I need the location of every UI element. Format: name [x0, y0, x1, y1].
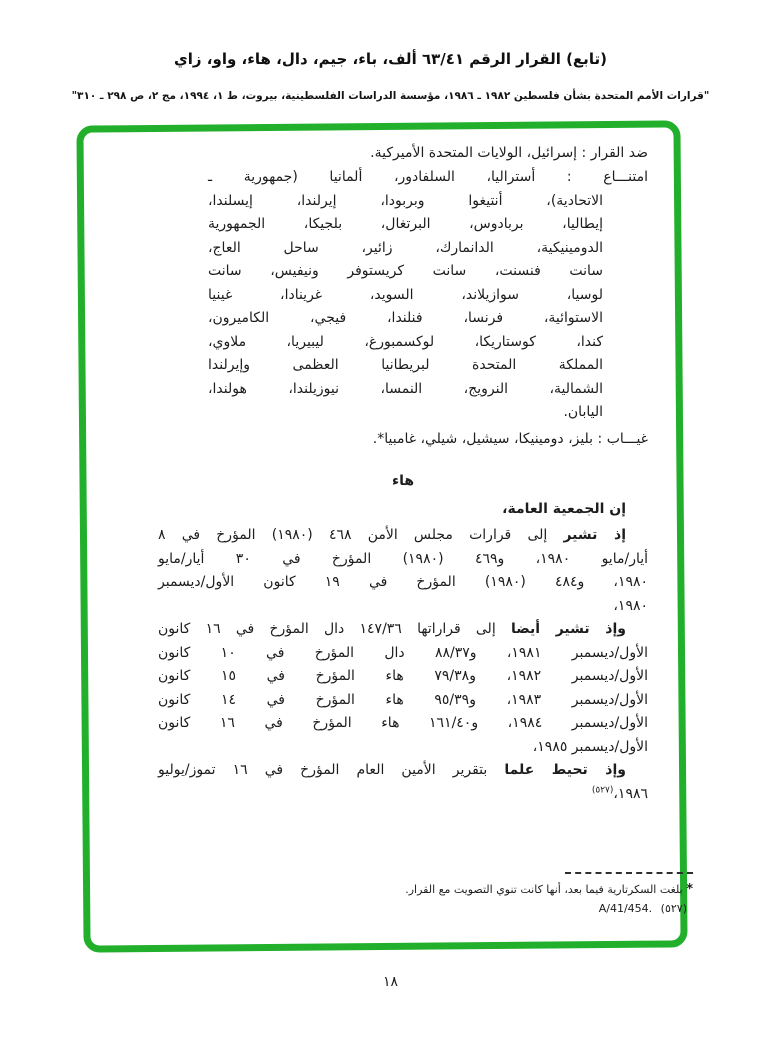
paragraph-last-line: ١٩٨٠،: [613, 597, 648, 614]
paragraph-last-line: الأول/ديسمبر ١٩٨٥،: [532, 738, 648, 755]
abstain-country-list: [208, 190, 648, 402]
footnote-citation-line: [353, 900, 687, 918]
abstain-first-line: امتنـــاع : أستراليا، السلفادور، ألمانيا (جمهورية ـ: [208, 169, 648, 185]
paragraph-text: بتقرير الأمين العام المؤرخ في ١٦ تموز/يوليو: [158, 762, 505, 778]
footnote-asterisk: *: [686, 882, 693, 897]
text-line: الاتحادية)، أنتيغوا وبربودا، إيرلندا، إيسلندا،: [208, 192, 603, 209]
paragraph-first-line: [158, 524, 648, 548]
paragraph-lines: [158, 548, 648, 595]
paragraph-text: إلى قرارات مجلس الأمن ٤٦٨ (١٩٨٠) المؤرخ في ٨: [158, 527, 564, 543]
vote-against-line: ضد القرار : إسرائيل، الولايات المتحدة الأميركية.: [370, 145, 648, 161]
footnote-separator: [565, 872, 693, 874]
header-resolution-title: (تابع) القرار الرقم ٦٣/٤١ ألف، باء، جيم، دال، هاء، واو، زاي: [174, 50, 607, 68]
text-line: الشمالية، النرويج، النمسا، نيوزيلندا، هولندا،: [208, 380, 603, 397]
section-heading: هاء: [391, 473, 415, 489]
year-text: ١٩٨٦،: [613, 785, 648, 802]
text-line: الاستوائية، فرنسا، فنلندا، فيجي، الكاميرون،: [208, 310, 603, 326]
text-line: أيار/مايو ١٩٨٠، و٤٦٩ (١٩٨٠) المؤرخ في ٣٠ أيار/مايو: [158, 550, 649, 567]
paragraph-text: إلى قراراتها ١٤٧/٣٦ دال المؤرخ في ١٦ كانون: [158, 621, 511, 637]
text-line: كندا، كوستاريكا، لوكسمبورغ، ليبيريا، ملاوي،: [208, 333, 603, 350]
preamble-paragraph-1: [158, 524, 648, 618]
paragraph-first-line: [158, 759, 648, 783]
paragraph-lead-phrase: وإذ تحيط علما: [504, 762, 626, 778]
vote-absent-line: غيـــاب : بليز، دومينيكا، سيشيل، شيلي، غامبيا*.: [372, 431, 648, 447]
text-line: الأول/ديسمبر ١٩٨٣، و٩٥/٣٩ هاء المؤرخ في ١٤ كانون: [158, 691, 648, 708]
text-line: إيطاليا، بربادوس، البرتغال، بلجيكا، الجمهورية: [208, 216, 603, 232]
page-number: ١٨: [382, 974, 399, 990]
paragraph-first-line: [158, 618, 648, 642]
text-line: الدومينيكية، الدانمارك، زائير، ساحل العاج،: [208, 239, 603, 256]
vote-abstain-block: [208, 166, 648, 425]
paragraph-lead-phrase: وإذ تشير أيضا: [510, 621, 626, 637]
paragraph-lead-phrase: إذ تشير: [563, 527, 626, 543]
footnote-reference: (٥٢٧): [591, 784, 614, 795]
text-line: المملكة المتحدة لبريطانيا العظمى وإيرلندا: [208, 357, 603, 373]
footnote-text-line: [353, 881, 693, 899]
text-line: الأول/ديسمبر ١٩٨١، و٨٨/٣٧ دال المؤرخ في ١٠ كانون: [158, 644, 648, 661]
paragraph-last-line: [158, 783, 648, 807]
text-line: سانت فنسنت، سانت كريستوفر ونيفيس، سانت: [208, 263, 603, 279]
abstain-last-line: اليابان.: [563, 404, 603, 420]
footnote-number: (٥٢٧): [660, 902, 687, 915]
preamble-paragraph-3: [158, 759, 648, 806]
text-line: ١٩٨٠، و٤٨٤ (١٩٨٠) المؤرخ في ١٩ كانون الأول/ديسمبر: [158, 574, 649, 590]
text-line: الأول/ديسمبر ١٩٨٢، و٧٩/٣٨ هاء المؤرخ في ١٥ كانون: [158, 668, 648, 684]
un-document-symbol: A/41/454.: [598, 902, 653, 915]
preamble-paragraph-2: [158, 618, 648, 759]
text-line: الأول/ديسمبر ١٩٨٤، و١٦١/٤٠ هاء المؤرخ في ١٦ كانون: [158, 715, 648, 731]
resolution-opening-line: إن الجمعية العامة،: [502, 501, 626, 517]
footnote-text: بلغت السكرتارية فيما بعد، أنها كانت تنوي التصويت مع القرار.: [405, 883, 683, 896]
paragraph-lines: [158, 642, 648, 736]
header-source-citation: "قرارات الأمم المتحدة بشأن فلسطين ١٩٨٢ ـ ١٩٨٦، مؤسسة الدراسات الفلسطينية، بيروت، ط ١، ١٩٩٤، مج ٢، ص ٢٩٨ ـ ٣١٠": [71, 90, 710, 102]
text-line: لوسيا، سوازيلاند، السويد، غرينادا، غينيا: [208, 286, 603, 303]
